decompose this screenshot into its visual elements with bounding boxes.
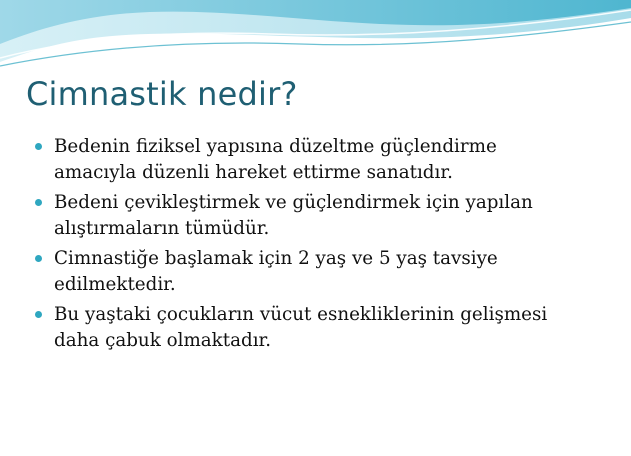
bullet-dot-icon (35, 143, 42, 150)
bullet-text-line-1: Bedenin fiziksel yapısına düzeltme güçlendirme (54, 136, 497, 157)
bullet-dot-icon (35, 255, 42, 262)
bullet-text-line-1: Bu yaştaki çocukların vücut esnekliklerinin gelişmesi (54, 304, 548, 325)
bullet-dot-icon (35, 199, 42, 206)
bullet-text-line-2: edilmektedir. (54, 274, 176, 295)
bullet-text-line-1: Cimnastiğe başlamak için 2 yaş ve 5 yaş tavsiye (54, 248, 498, 269)
bullet-item (34, 246, 589, 298)
bullet-text-line-2: amacıyla düzenli hareket ettirme sanatıdır. (54, 162, 453, 183)
slide-title: Cimnastik nedir? (26, 75, 298, 113)
bullet-dot-icon (35, 311, 42, 318)
bullet-item (34, 302, 589, 354)
bullet-text-line-1: Bedeni çevikleştirmek ve güçlendirmek için yapılan (54, 192, 533, 213)
bullet-text-line-2: daha çabuk olmaktadır. (54, 330, 272, 351)
bullet-item (34, 190, 589, 242)
bullet-text-line-2: alıştırmaların tümüdür. (54, 218, 270, 239)
bullet-list (34, 134, 589, 358)
header-wave-banner (0, 0, 631, 70)
bullet-item (34, 134, 589, 186)
